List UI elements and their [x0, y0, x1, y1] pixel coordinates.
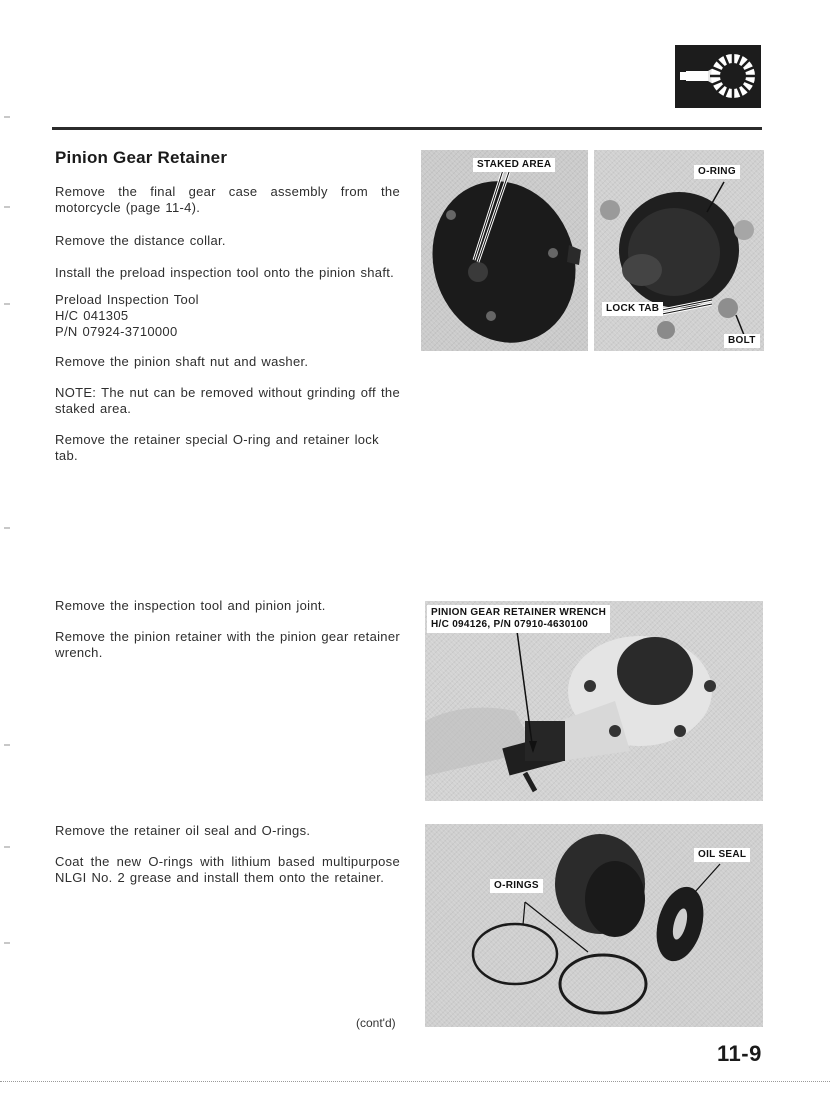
- page-bottom-edge: [0, 1081, 830, 1083]
- step-paragraph: Remove the inspection tool and pinion joint.: [55, 598, 326, 613]
- tool-hc-number: H/C 041305: [55, 308, 129, 323]
- figure-staked-area: [421, 150, 588, 351]
- header-rule: [52, 127, 762, 130]
- page-number: 11-9: [717, 1041, 762, 1066]
- photo-final-gear-cover: [421, 150, 588, 351]
- scan-artifact: [4, 303, 10, 305]
- step-paragraph: Remove the final gear case assembly from the motorcycle (page 11-4).: [55, 184, 400, 215]
- callout-o-ring: O-RING: [694, 165, 740, 179]
- callout-bolt: BOLT: [724, 334, 760, 348]
- tool-name: Preload Inspection Tool: [55, 292, 199, 307]
- scan-artifact: [4, 527, 10, 529]
- tool-spec: [55, 292, 400, 340]
- step-paragraph: Remove the pinion retainer with the pinion gear retainer wrench.: [55, 629, 400, 660]
- step-paragraph: Remove the retainer oil seal and O-rings.: [55, 823, 311, 838]
- scan-artifact: [4, 846, 10, 848]
- photo-pinion-retainer: [594, 150, 764, 351]
- final-drive-gear-icon: [675, 45, 761, 108]
- scan-artifact: [4, 116, 10, 118]
- callout-wrench-part-numbers: H/C 094126, P/N 07910-4630100: [431, 619, 589, 630]
- scan-artifact: [4, 744, 10, 746]
- callout-staked-area: STAKED AREA: [473, 158, 555, 172]
- figure-retainer-wrench: [425, 601, 763, 801]
- step-paragraph: Coat the new O-rings with lithium based multipurpose NLGI No. 2 grease and install them onto the retainer.: [55, 854, 400, 885]
- callout-lock-tab: LOCK TAB: [602, 302, 663, 316]
- callout-oil-seal: OIL SEAL: [694, 848, 750, 862]
- figure-retainer-oring: [594, 150, 764, 351]
- callout-wrench-name: PINION GEAR RETAINER WRENCH: [431, 607, 607, 618]
- figure-orings-oil-seal: [425, 824, 763, 1027]
- continued-label: (cont'd): [356, 1016, 396, 1030]
- step-paragraph: Remove the pinion shaft nut and washer.: [55, 354, 309, 369]
- callout-o-rings: O-RINGS: [490, 879, 543, 893]
- step-paragraph: Install the preload inspection tool onto the pinion shaft.: [55, 265, 395, 280]
- step-paragraph: Remove the retainer special O-ring and retainer lock tab.: [55, 432, 379, 463]
- tool-part-number: P/N 07924-3710000: [55, 324, 178, 339]
- note-paragraph: NOTE: The nut can be removed without grinding off the staked area.: [55, 385, 400, 416]
- step-paragraph: Remove the distance collar.: [55, 233, 226, 248]
- section-title: Pinion Gear Retainer: [55, 148, 228, 167]
- scan-artifact: [4, 206, 10, 208]
- scan-artifact: [4, 942, 10, 944]
- callout-retainer-wrench: [427, 605, 610, 633]
